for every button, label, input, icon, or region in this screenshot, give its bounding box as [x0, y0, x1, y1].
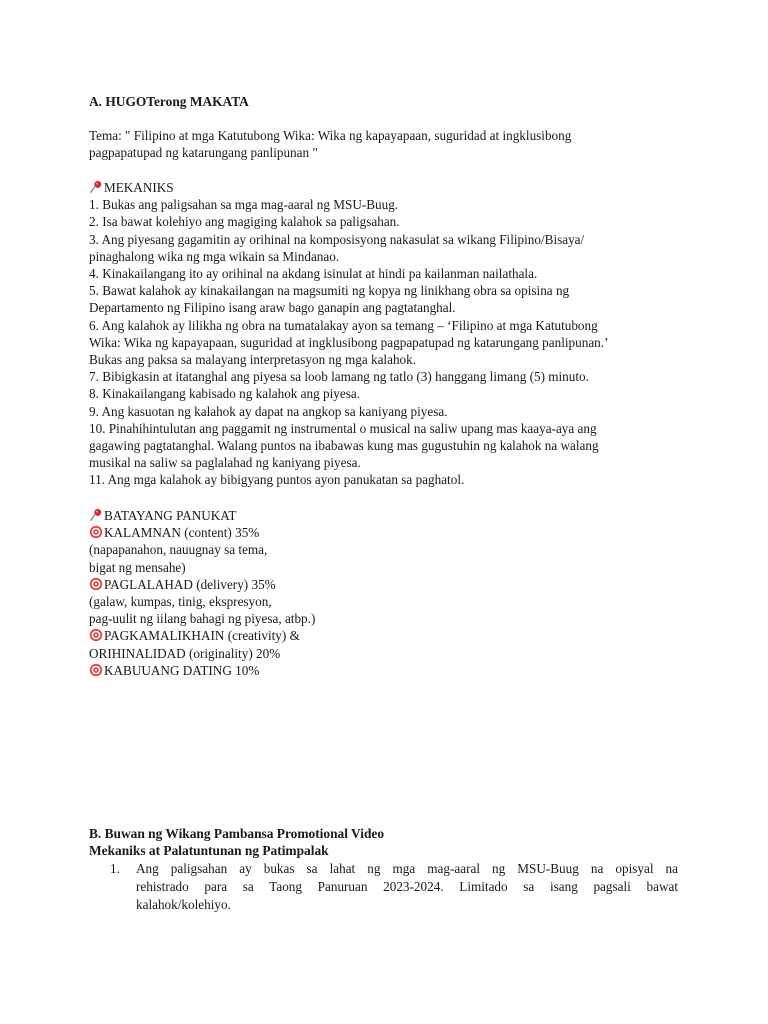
mekaniks-title: MEKANIKS	[104, 180, 174, 195]
section-a-title	[89, 93, 689, 110]
mekaniks-line: 9. Ang kasuotan ng kalahok ay dapat na angkop sa kaniyang piyesa.	[89, 403, 448, 419]
criterion-head-text: PAGKAMALIKHAIN (creativity) &	[104, 628, 300, 644]
criterion-head	[89, 524, 689, 541]
section-a-title-text: A. HUGOTerong MAKATA	[89, 94, 249, 109]
mekaniks-line: pinaghalong wika ng mga wikain sa Mindanao.	[89, 248, 340, 264]
tema-paragraph	[89, 127, 689, 161]
list-item-number: 1.	[110, 861, 120, 876]
mekaniks-line: 8. Kinakailangang kabisado ng kalahok ang piyesa.	[89, 386, 361, 402]
target-icon	[89, 663, 103, 677]
mekaniks-line: 11. Ang mga kalahok ay bibigyang puntos ayon panukatan sa paghatol.	[89, 472, 465, 488]
section-b-subtitle: Mekaniks at Palatuntunan ng Patimpalak	[89, 843, 329, 859]
section-b-header	[89, 825, 689, 859]
tema-line: Tema: " Filipino at mga Katutubong Wika: Wika ng kapayapaan, suguridad at ingklusibong	[89, 128, 572, 143]
criterion-head-text: PAGLALAHAD (delivery) 35%	[104, 576, 276, 592]
pushpin-icon	[89, 180, 103, 194]
list-item-line: rehistrado para sa Taong Panuruan 2023-2024. Limitado sa isang pagsali bawat	[136, 879, 678, 894]
batayang-panukat-section	[89, 507, 689, 679]
mekaniks-line: Wika: Wika ng kapayapaan, suguridad at ingklusibong pagpapatupad ng katarungang panlipunan.’	[89, 334, 609, 350]
mekaniks-line: 1. Bukas ang paligsahan sa mga mag-aaral ng MSU-Buug.	[89, 197, 399, 213]
criterion-sub: (galaw, kumpas, tinig, ekspresyon,	[89, 594, 272, 610]
mekaniks-section	[89, 179, 689, 489]
mekaniks-line: 3. Ang piyesang gagamitin ay orihinal na komposisyong nakasulat sa wikang Filipino/Bisaya/	[89, 231, 585, 247]
batayang-title: BATAYANG PANUKAT	[104, 508, 237, 523]
mekaniks-line: Bukas ang paksa sa malayang interpretasyon ng mga kalahok.	[89, 352, 417, 368]
list-item-line: kalahok/kolehiyo.	[136, 897, 231, 912]
criterion-head	[89, 576, 689, 593]
mekaniks-line: 10. Pinahihintulutan ang paggamit ng instrumental o musical na saliw upang mas kaaya-aya ang	[89, 420, 597, 436]
mekaniks-line: 7. Bibigkasin at itatanghal ang piyesa sa loob lamang ng tatlo (3) hanggang limang (5) minuto.	[89, 369, 589, 385]
mekaniks-line: 5. Bawat kalahok ay kinakailangan na magsumiti ng kopya ng linikhang obra sa opisina ng	[89, 283, 570, 299]
target-icon	[89, 577, 103, 591]
pushpin-icon	[89, 508, 103, 522]
section-b-list	[110, 860, 678, 914]
mekaniks-line: Departamento ng Filipino isang araw bago ganapin ang pagtatanghal.	[89, 300, 456, 316]
tema-line: pagpapatupad ng katarungang panlipunan "	[89, 145, 318, 161]
criterion-sub: (napapanahon, nauugnay sa tema,	[89, 542, 268, 558]
mekaniks-line: 2. Isa bawat kolehiyo ang magiging kalahok sa paligsahan.	[89, 214, 400, 230]
target-icon	[89, 628, 103, 642]
criterion-head	[89, 627, 689, 644]
mekaniks-line: musikal na saliw sa paglalahad ng kaniyang piyesa.	[89, 455, 361, 471]
list-item	[110, 860, 678, 914]
mekaniks-line: 6. Ang kalahok ay lilikha ng obra na tumatalakay ayon sa temang – ‘Filipino at mga Katutubong	[89, 317, 598, 333]
batayang-heading	[89, 507, 689, 524]
criterion-sub: bigat ng mensahe)	[89, 559, 186, 575]
list-item-line: Ang paligsahan ay bukas sa lahat ng mga mag-aaral ng MSU-Buug na opisyal na	[136, 861, 678, 876]
criterion-head	[89, 662, 689, 679]
criterion-head-text: KABUUANG DATING 10%	[104, 662, 260, 678]
criterion-head-text: KALAMNAN (content) 35%	[104, 525, 260, 541]
criterion-sub: pag-uulit ng iilang bahagi ng piyesa, atbp.)	[89, 611, 316, 627]
mekaniks-line: 4. Kinakailangang ito ay orihinal na akdang isinulat at hindi pa kailanman nailathala.	[89, 266, 538, 282]
criterion-sub: ORIHINALIDAD (originality) 20%	[89, 645, 281, 661]
list-item-text	[136, 860, 678, 914]
mekaniks-line: gagawing pagtatanghal. Walang puntos na ibabawas kung mas gugustuhin ng kalahok na walang	[89, 438, 599, 454]
section-b-title: B. Buwan ng Wikang Pambansa Promotional Video	[89, 826, 385, 841]
target-icon	[89, 525, 103, 539]
mekaniks-heading	[89, 179, 689, 196]
